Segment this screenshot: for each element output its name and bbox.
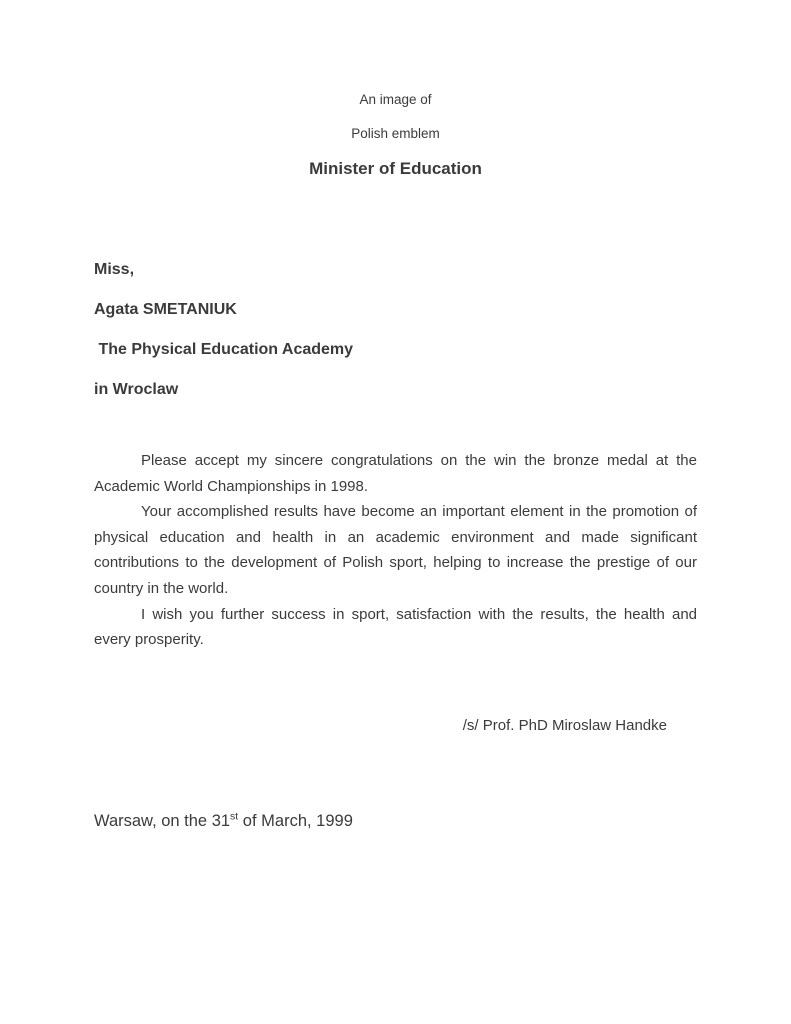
date-suffix: of March, 1999 [238,811,353,830]
date-prefix: Warsaw, on the 31 [94,811,231,830]
date-ordinal-superscript: st [230,810,239,823]
addressee-city: in Wroclaw [94,381,179,398]
body-paragraph-3: I wish you further success in sport, satisfaction with the results, the health and every prosperity. [94,605,697,649]
sender-title: Minister of Education [309,159,482,178]
emblem-placeholder-line-2: Polish emblem [351,126,440,141]
addressee-name: Agata SMETANIUK [94,301,237,318]
signature-line: /s/ Prof. PhD Miroslaw Handke [462,716,667,734]
emblem-placeholder-line-1: An image of [359,92,432,107]
addressee-block [94,250,697,410]
letter-body [94,448,697,653]
body-paragraph-1: Please accept my sincere congratulations on the win the bronze medal at the Academic World Championships in 1998. [94,452,697,495]
addressee-institution: The Physical Education Academy [94,341,354,358]
addressee-salutation: Miss, [94,261,135,278]
body-paragraph-2: Your accomplished results have become an important element in the promotion of physical education and health in an academic environment and made significant contributions to the development of Polish sport, helping to increase the prestige of our country in the world. [94,503,697,597]
date-line [94,810,697,832]
letter-header [94,0,697,178]
